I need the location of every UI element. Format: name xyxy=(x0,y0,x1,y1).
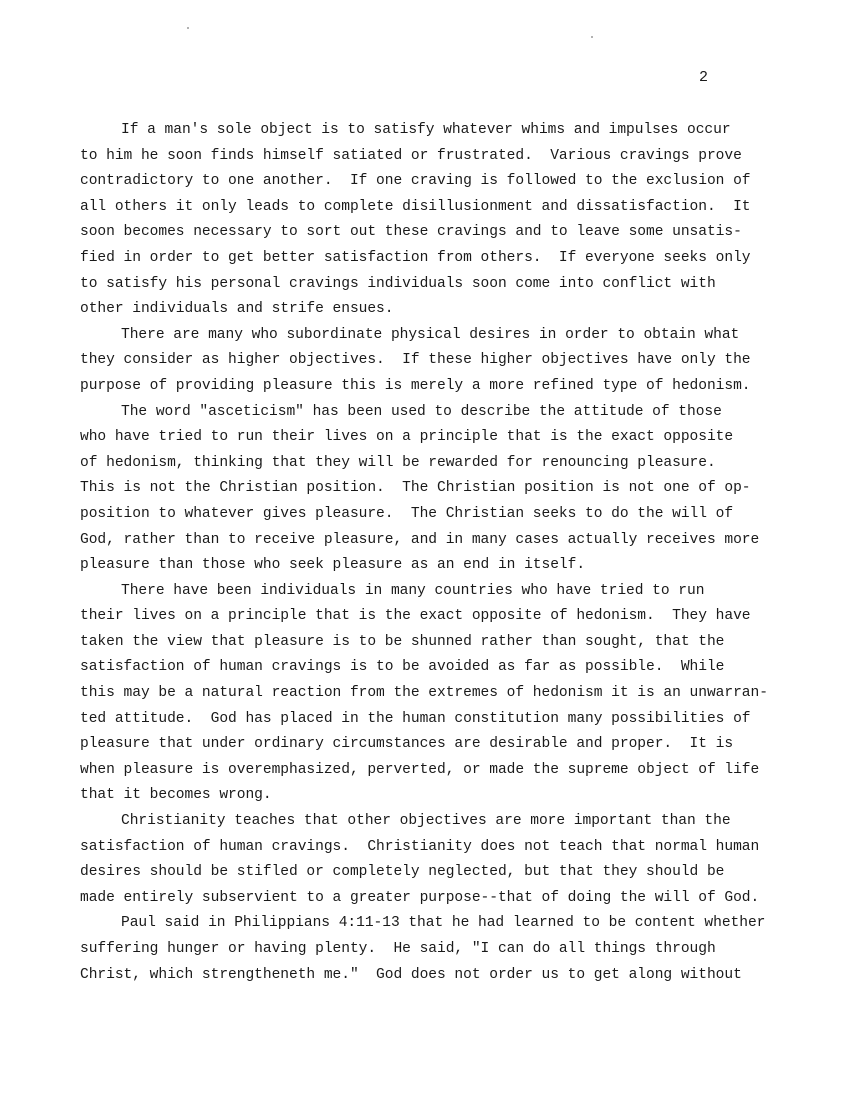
text-line: when pleasure is overemphasized, perverted, or made the supreme object of life xyxy=(80,761,760,778)
text-line: If a man's sole object is to satisfy whatever whims and impulses occur xyxy=(121,122,731,138)
text-line: soon becomes necessary to sort out these cravings and to leave some unsatis- xyxy=(80,224,742,241)
text-line: taken the view that pleasure is to be shunned rather than sought, that the xyxy=(80,633,725,650)
text-line: satisfaction of human cravings is to be avoided as far as possible. While xyxy=(80,659,725,676)
text-line: all others it only leads to complete disillusionment and dissatisfaction. It xyxy=(80,198,751,215)
text-line: fied in order to get better satisfaction from others. If everyone seeks only xyxy=(80,249,751,266)
text-line: suffering hunger or having plenty. He said, "I can do all things through xyxy=(80,941,716,957)
text-line: they consider as higher objectives. If these higher objectives have only the xyxy=(80,352,751,369)
paragraph-5 xyxy=(80,809,780,911)
text-line: position to whatever gives pleasure. The Christian seeks to do the will of xyxy=(80,505,734,522)
text-line: pleasure than those who seek pleasure as an end in itself. xyxy=(80,557,586,574)
text-line: contradictory to one another. If one craving is followed to the exclusion of xyxy=(80,173,751,190)
text-line: made entirely subservient to a greater purpose--that of doing the will of God. xyxy=(80,889,760,906)
text-line: God, rather than to receive pleasure, and in many cases actually receives more xyxy=(80,531,760,548)
text-line: Paul said in Philippians 4:11-13 that he had learned to be content whether xyxy=(121,915,766,932)
paragraph-3 xyxy=(80,400,780,579)
text-line: There have been individuals in many countries who have tried to run xyxy=(121,582,705,599)
text-line: this may be a natural reaction from the extremes of hedonism it is an unwarran- xyxy=(80,685,768,702)
text-line: who have tried to run their lives on a principle that is the exact opposite xyxy=(80,429,734,446)
text-line: There are many who subordinate physical desires in order to obtain what xyxy=(121,326,740,343)
paragraph-6 xyxy=(80,911,780,988)
scan-speck xyxy=(187,27,189,29)
text-line: purpose of providing pleasure this is merely a more refined type of hedonism. xyxy=(80,377,751,394)
text-line: to him he soon finds himself satiated or frustrated. Various cravings prove xyxy=(80,147,742,164)
text-line: This is not the Christian position. The Christian position is not one of op- xyxy=(80,480,751,497)
text-line: other individuals and strife ensues. xyxy=(80,301,394,318)
text-line: ted attitude. God has placed in the human constitution many possibilities of xyxy=(80,710,751,727)
text-line: their lives on a principle that is the exact opposite of hedonism. They have xyxy=(80,608,751,625)
text-line: pleasure that under ordinary circumstances are desirable and proper. It is xyxy=(80,736,734,753)
paragraph-1 xyxy=(80,118,780,323)
text-line: of hedonism, thinking that they will be rewarded for renouncing pleasure. xyxy=(80,454,716,471)
text-line: Christ, which strengtheneth me." God does not order us to get along without xyxy=(80,966,742,983)
page-number: 2 xyxy=(699,69,709,86)
text-line: to satisfy his personal cravings individuals soon come into conflict with xyxy=(80,275,716,292)
scan-speck xyxy=(591,36,593,38)
paragraph-2 xyxy=(80,323,780,400)
text-line: desires should be stifled or completely neglected, but that they should be xyxy=(80,864,725,881)
text-line: satisfaction of human cravings. Christianity does not teach that normal human xyxy=(80,838,760,855)
text-line: that it becomes wrong. xyxy=(80,787,272,804)
paragraph-4 xyxy=(80,579,780,809)
text-line: The word "asceticism" has been used to describe the attitude of those xyxy=(121,403,722,420)
text-line: Christianity teaches that other objectives are more important than the xyxy=(121,813,731,830)
body-text xyxy=(80,118,780,988)
